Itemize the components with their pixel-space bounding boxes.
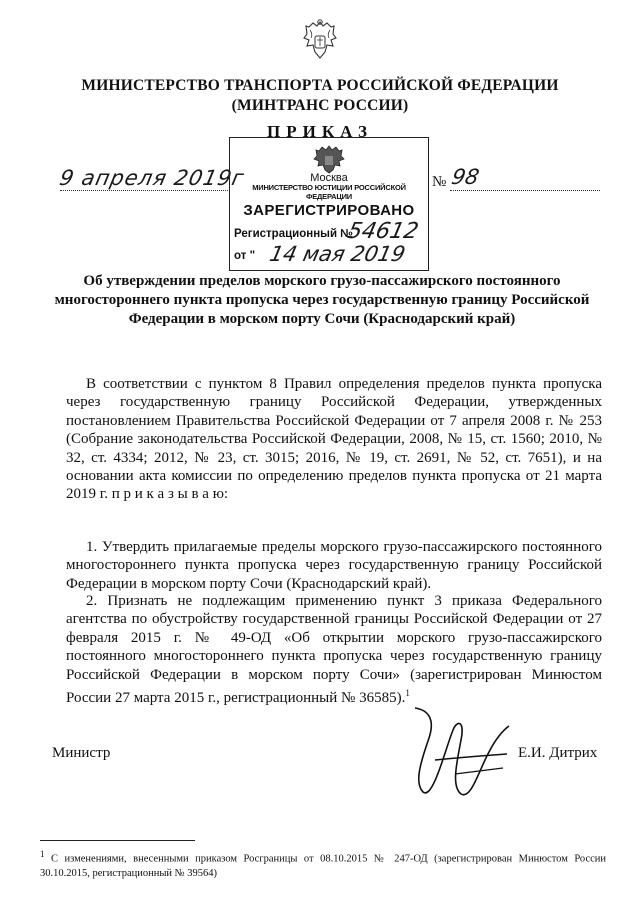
stamp-from-date-handwritten: 14 мая 2019: [267, 242, 408, 266]
signatory-position: Министр: [52, 745, 111, 761]
ministry-header: [0, 76, 640, 116]
footnote-number: 1: [40, 849, 45, 859]
preamble-order-word: п р и к а з ы в а ю:: [111, 486, 229, 503]
coat-of-arms-icon: [301, 18, 339, 67]
order-number-handwritten: 98: [449, 165, 482, 189]
item-text: Признать не подлежащим применению пункт 3 приказа Федерального агентства по обустройству государственной границы Российской Федерации от 27 февраля 2015 г. № 49-ОД «Об открытии морского грузо-пассажирского постоянного многостороннего пункта пропуска через государственную границу Российской Федерации в морском порту Сочи» (зарегистрирован Минюстом России 27 марта 2015 г., регистрационный № 36585).: [66, 593, 603, 707]
list-item: [66, 592, 602, 707]
footnote-text: С изменениями, внесенными приказом Росграницы от 08.10.2015 № 247-ОД (зарегистрирован Минюстом России 30.10.2015, регистрационный № 39564): [40, 853, 607, 879]
stamp-reg-number-handwritten: 54612: [345, 219, 421, 244]
number-underline: [450, 190, 600, 191]
stamp-reg-number-label: Регистрационный №: [234, 228, 354, 240]
signatory-name: Е.И. Дитрих: [518, 745, 598, 761]
order-date-handwritten: 9 апреля 2019г: [57, 166, 247, 190]
stamp-from-label: от ": [234, 250, 256, 262]
date-underline: [60, 190, 228, 191]
ministry-name: МИНИСТЕРСТВО ТРАНСПОРТА РОССИЙСКОЙ ФЕДЕРАЦИИ: [81, 77, 559, 94]
footnote-mark: 1: [405, 688, 410, 699]
registration-stamp: [229, 137, 429, 271]
preamble-text: В соответствии с пунктом 8 Правил определения пределов пункта пропуска через государственную границу Российской Федерации, утвержденных постановлением Правительства Российской Федерации от 7 апреля 2008 г. № 253 (Собрание законодательства Российской Федерации, 2008, № 15, ст. 1560; 2010, № 32, ст. 4334; 2012, № 23, ст. 3015; 2016, № 19, ст. 2691, № 52, ст. 7651), и на основании акта комиссии по определению пределов пункта пропуска от 21 марта 2019 г.: [66, 376, 602, 503]
item-number: 2.: [86, 593, 98, 609]
footnote-divider: [40, 840, 195, 841]
order-number-label: №: [432, 174, 447, 190]
stamp-organization: МИНИСТЕРСТВО ЮСТИЦИИ РОССИЙСКОЙ ФЕДЕРАЦИИ: [252, 183, 406, 201]
item-text: Утвердить прилагаемые пределы морского грузо-пассажирского постоянного многостороннего пункта пропуска через государственную границу Российской Федерации в морском порту Сочи (Краснодарский край).: [66, 539, 602, 592]
footnote: [40, 847, 606, 881]
item-number: 1.: [86, 539, 98, 555]
ministry-short-name: (МИНТРАНС РОССИИ): [231, 97, 409, 114]
order-heading: ПРИКАЗ: [267, 122, 373, 141]
document-title: Об утверждении пределов морского грузо-пассажирского постоянного многостороннего пункта пропуска через государственную границу Российской Федерации в морском порту Сочи (Краснодарский край): [54, 273, 590, 327]
preamble-paragraph: [66, 375, 602, 504]
list-item: [66, 538, 602, 593]
handwritten-signature: [395, 690, 515, 815]
stamp-city: Москва: [310, 172, 348, 184]
stamp-registered: ЗАРЕГИСТРИРОВАНО: [243, 202, 415, 219]
